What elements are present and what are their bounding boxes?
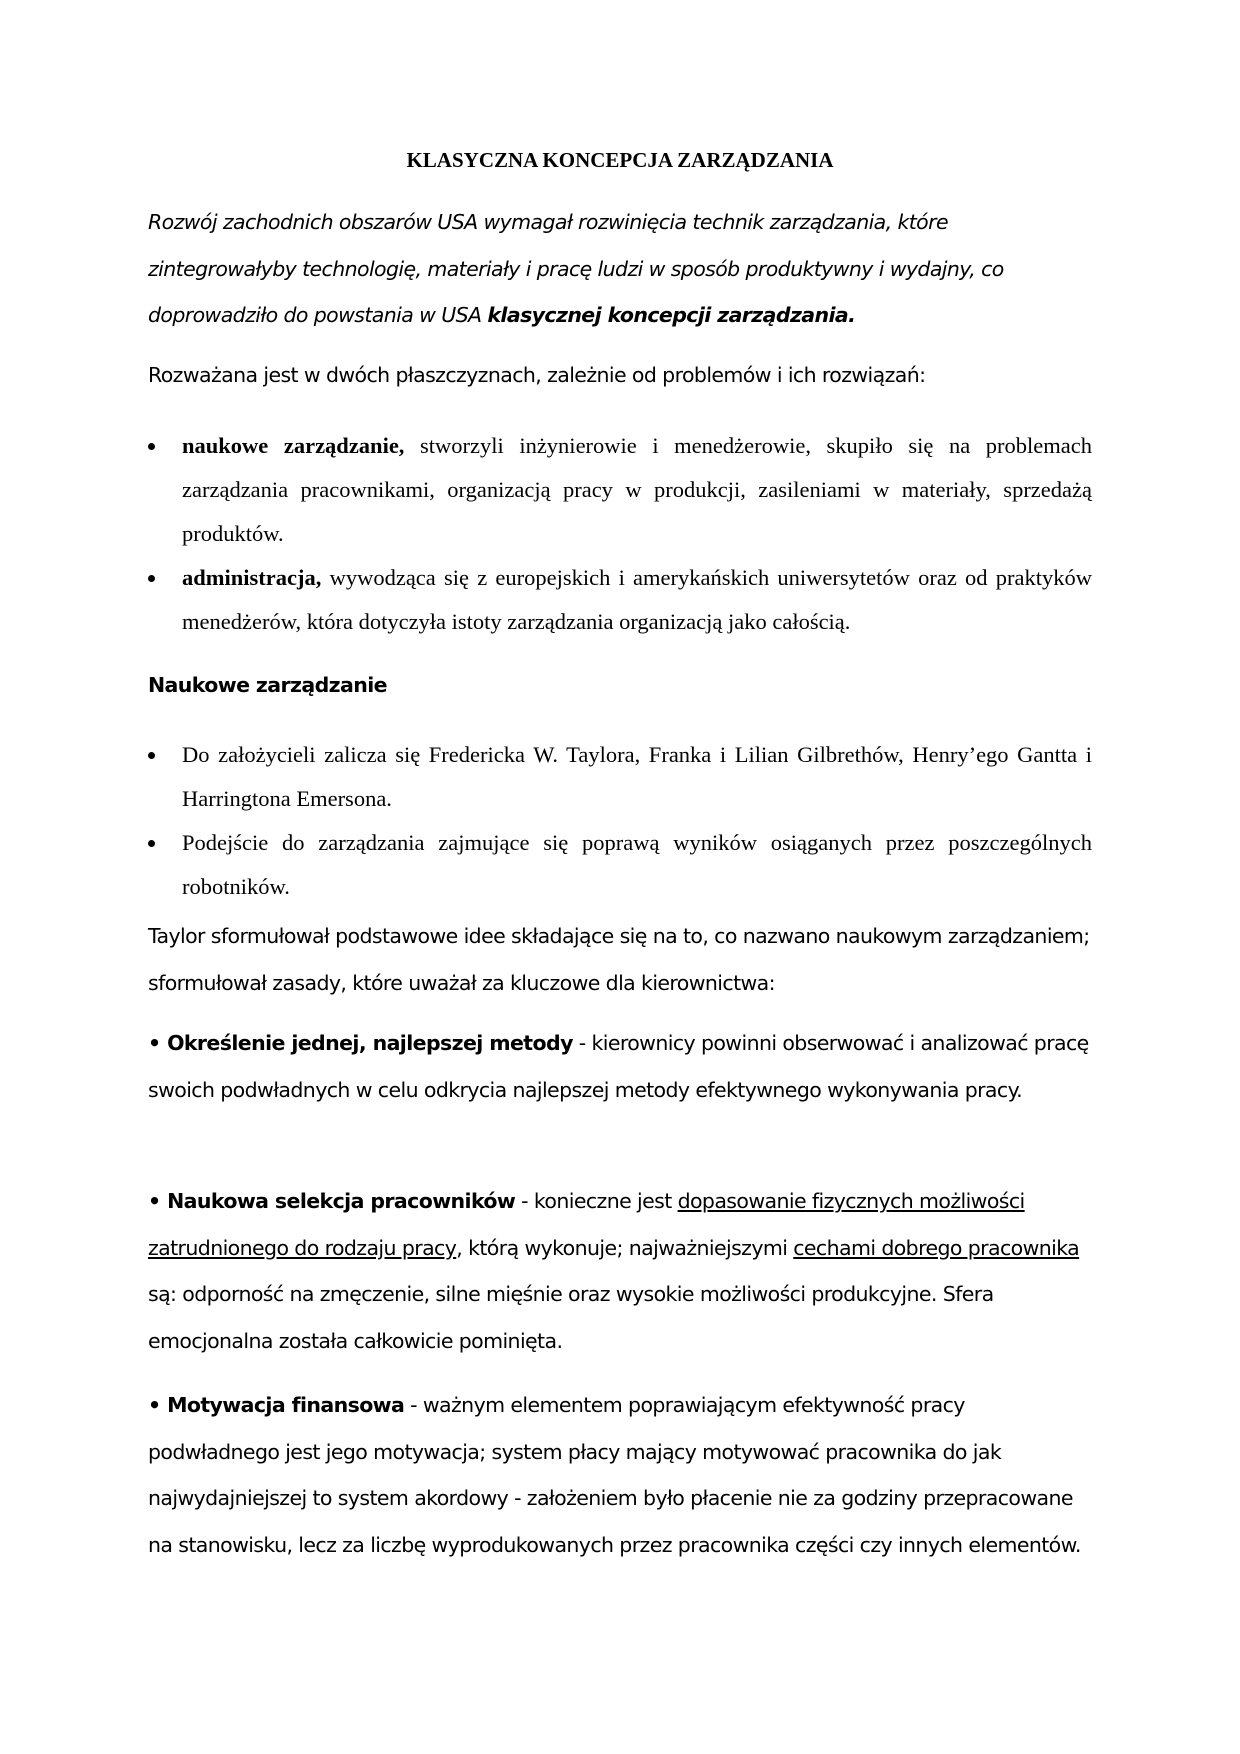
list-item-text: wywodząca się z europejskich i amerykańskich uniwersytetów oraz od praktyków menedżerów, która dotyczyła istoty zarządzania organizacją jako całością. [182, 565, 1092, 634]
principle-paragraph [148, 1020, 1098, 1113]
principle-title: Naukowa selekcja pracowników [167, 1189, 516, 1213]
principle-text: - kierownicy powinni obserwować i analizować pracę swoich podwładnych w celu odkrycia najlepszej metody efektywnego wykonywania pracy. [148, 1031, 1089, 1102]
scientific-list [148, 733, 1092, 909]
principle-title: Motywacja finansowa [167, 1393, 405, 1417]
list-item-text: Do założycieli zalicza się Fredericka W. Taylora, Franka i Lilian Gilbrethów, Henry’ego Gantta i Harringtona Emersona. [182, 742, 1092, 811]
list-item-term: naukowe zarządzanie, [182, 433, 405, 458]
list-item-term: administracja, [182, 565, 322, 590]
underlined-phrase: dopasowanie fizycznych możliwości zatrudnionego do rodzaju pracy [148, 1189, 1025, 1260]
intro-paragraph [148, 199, 1098, 339]
principle-text: - konieczne jest [515, 1189, 678, 1213]
intro-bold-term: klasycznej koncepcji zarządzania. [487, 303, 856, 327]
planes-lead: Rozważana jest w dwóch płaszczyznach, zależnie od problemów i ich rozwiązań: [148, 363, 926, 387]
list-item-text: stworzyli inżynierowie i menedżerowie, skupiło się na problemach zarządzania pracownikami, organizacją pracy w produkcji, zasileniami w materiały, sprzedażą produktów. [182, 433, 1092, 546]
bullet-icon [148, 752, 155, 759]
planes-list [148, 424, 1092, 644]
principle-text: , którą wykonuje; najważniejszymi [456, 1235, 794, 1260]
bullet-glyph: • [148, 1031, 161, 1055]
list-item [148, 821, 1092, 909]
principle-paragraph [148, 1382, 1098, 1568]
principle-paragraph [148, 1178, 1098, 1364]
bullet-glyph: • [148, 1393, 161, 1417]
list-item [148, 733, 1092, 821]
bullet-icon [148, 840, 155, 847]
bullet-icon [148, 575, 155, 582]
principle-title: Określenie jednej, najlepszej metody [167, 1031, 573, 1055]
intro-text: Rozwój zachodnich obszarów USA wymagał rozwinięcia technik zarządzania, które zintegrowałyby technologię, materiały i pracę ludzi w sposób produktywny i wydajny, co doprowadziło do powstania w USA [148, 210, 1004, 327]
section-heading: Naukowe zarządzanie [148, 673, 387, 697]
taylor-paragraph: Taylor sformułował podstawowe idee składające się na to, co nazwano naukowym zarządzaniem; sformułował zasady, które uważał za kluczowe dla kierownictwa: [148, 924, 1090, 995]
list-item [148, 424, 1092, 556]
underlined-phrase: cechami dobrego pracownika [793, 1235, 1080, 1260]
bullet-icon [148, 443, 155, 450]
list-item [148, 556, 1092, 644]
principle-text: są: odporność na zmęczenie, silne mięśnie oraz wysokie możliwości produkcyjne. Sfera emocjonalna została całkowicie pominięta. [148, 1282, 994, 1353]
document-title: KLASYCZNA KONCEPCJA ZARZĄDZANIA [406, 148, 834, 172]
list-item-text: Podejście do zarządzania zajmujące się poprawą wyników osiąganych przez poszczególnych robotników. [182, 830, 1092, 899]
principle-text: - ważnym elementem poprawiającym efektywność pracy podwładnego jest jego motywacja; system płacy mający motywować pracownika do jak najwydajniejszej to system akordowy - założeniem było płacenie nie za godziny przepracowane na stanowisku, lecz za liczbę wyprodukowanych przez pracownika części czy innych elementów. [148, 1393, 1081, 1557]
bullet-glyph: • [148, 1189, 161, 1213]
